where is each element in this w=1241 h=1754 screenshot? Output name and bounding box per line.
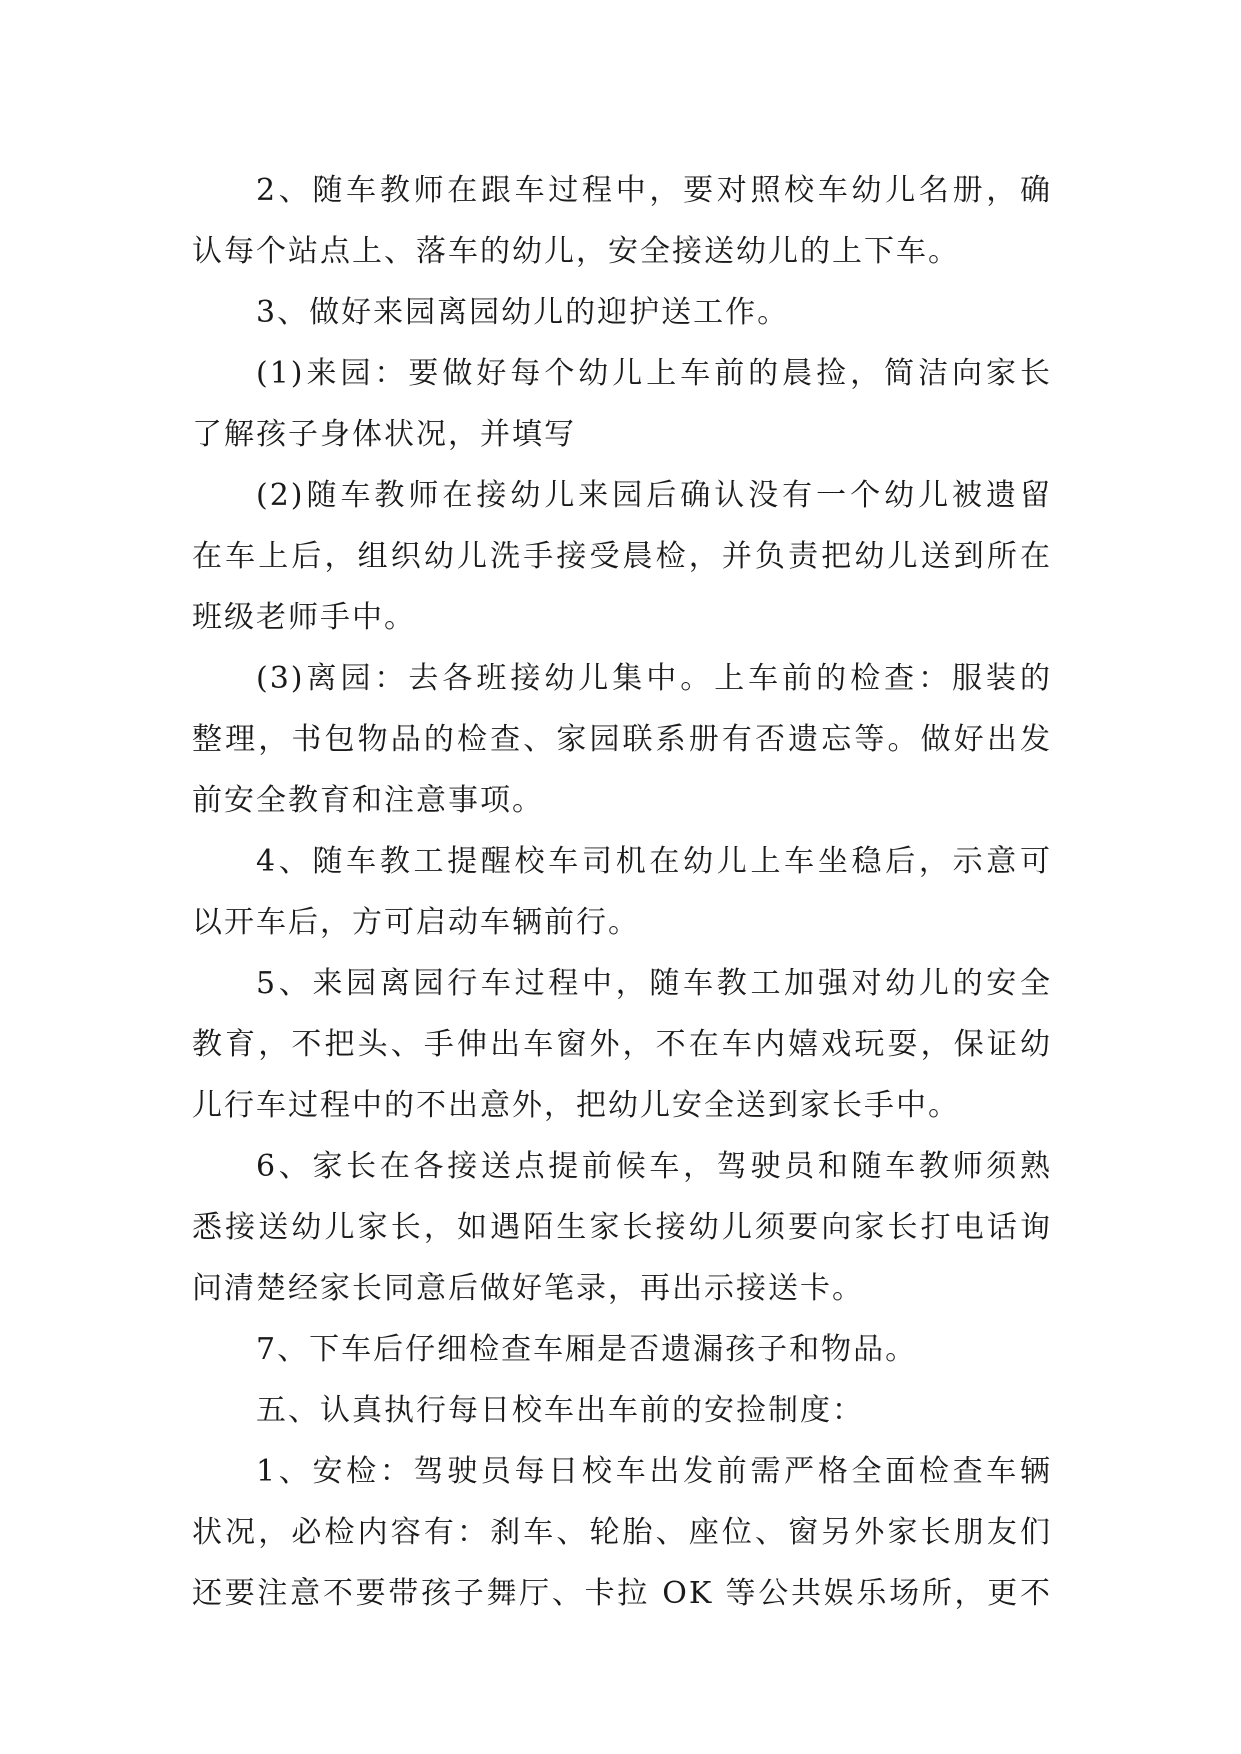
paragraph-item-1-safety-check <box>192 1441 1052 1624</box>
text-line: 班级老师手中。 <box>192 600 416 635</box>
paragraph-item-4 <box>192 831 1052 953</box>
text-line: 3、做好来园离园幼儿的迎护送工作。 <box>256 295 790 330</box>
paragraph-item-3 <box>192 282 1052 343</box>
text-line: 教育，不把头、手伸出车窗外，不在车内嬉戏玩耍，保证幼 <box>192 1027 1052 1062</box>
text-line: 状况，必检内容有：刹车、轮胎、座位、窗另外家长朋友们 <box>192 1515 1052 1550</box>
section-heading-5 <box>192 1380 1052 1441</box>
paragraph-sub-1 <box>192 343 1052 465</box>
text-line: (1)来园：要做好每个幼儿上车前的晨捡，简洁向家长 <box>256 356 1052 391</box>
text-line: 问清楚经家长同意后做好笔录，再出示接送卡。 <box>192 1271 864 1306</box>
document-body <box>192 160 1052 1624</box>
text-line: 5、来园离园行车过程中，随车教工加强对幼儿的安全 <box>256 966 1052 1001</box>
paragraph-sub-3 <box>192 648 1052 831</box>
text-line: 前安全教育和注意事项。 <box>192 783 544 818</box>
text-line: 7、下车后仔细检查车厢是否遗漏孩子和物品。 <box>256 1332 918 1367</box>
text-line: 悉接送幼儿家长，如遇陌生家长接幼儿须要向家长打电话询 <box>192 1210 1052 1245</box>
paragraph-item-2 <box>192 160 1052 282</box>
text-line: 还要注意不要带孩子舞厅、卡拉 OK 等公共娱乐场所，更不 <box>192 1576 1052 1611</box>
paragraph-item-7 <box>192 1319 1052 1380</box>
text-line: 4、随车教工提醒校车司机在幼儿上车坐稳后，示意可 <box>256 844 1052 879</box>
text-line: 1、安检：驾驶员每日校车出发前需严格全面检查车辆 <box>256 1454 1052 1489</box>
text-line: 6、家长在各接送点提前候车，驾驶员和随车教师须熟 <box>256 1149 1052 1184</box>
paragraph-item-6 <box>192 1136 1052 1319</box>
text-line: 五、认真执行每日校车出车前的安捡制度： <box>256 1393 864 1428</box>
text-line: 以开车后，方可启动车辆前行。 <box>192 905 640 940</box>
text-line: 了解孩子身体状况，并填写 <box>192 417 576 452</box>
paragraph-item-5 <box>192 953 1052 1136</box>
text-line: 认每个站点上、落车的幼儿，安全接送幼儿的上下车。 <box>192 234 960 269</box>
paragraph-sub-2 <box>192 465 1052 648</box>
text-line: 在车上后，组织幼儿洗手接受晨检，并负责把幼儿送到所在 <box>192 539 1052 574</box>
text-line: 儿行车过程中的不出意外，把幼儿安全送到家长手中。 <box>192 1088 960 1123</box>
text-line: (3)离园：去各班接幼儿集中。上车前的检查：服装的 <box>256 661 1052 696</box>
text-line: 整理，书包物品的检查、家园联系册有否遗忘等。做好出发 <box>192 722 1052 757</box>
text-line: (2)随车教师在接幼儿来园后确认没有一个幼儿被遗留 <box>256 478 1052 513</box>
text-line: 2、随车教师在跟车过程中，要对照校车幼儿名册，确 <box>256 173 1052 208</box>
